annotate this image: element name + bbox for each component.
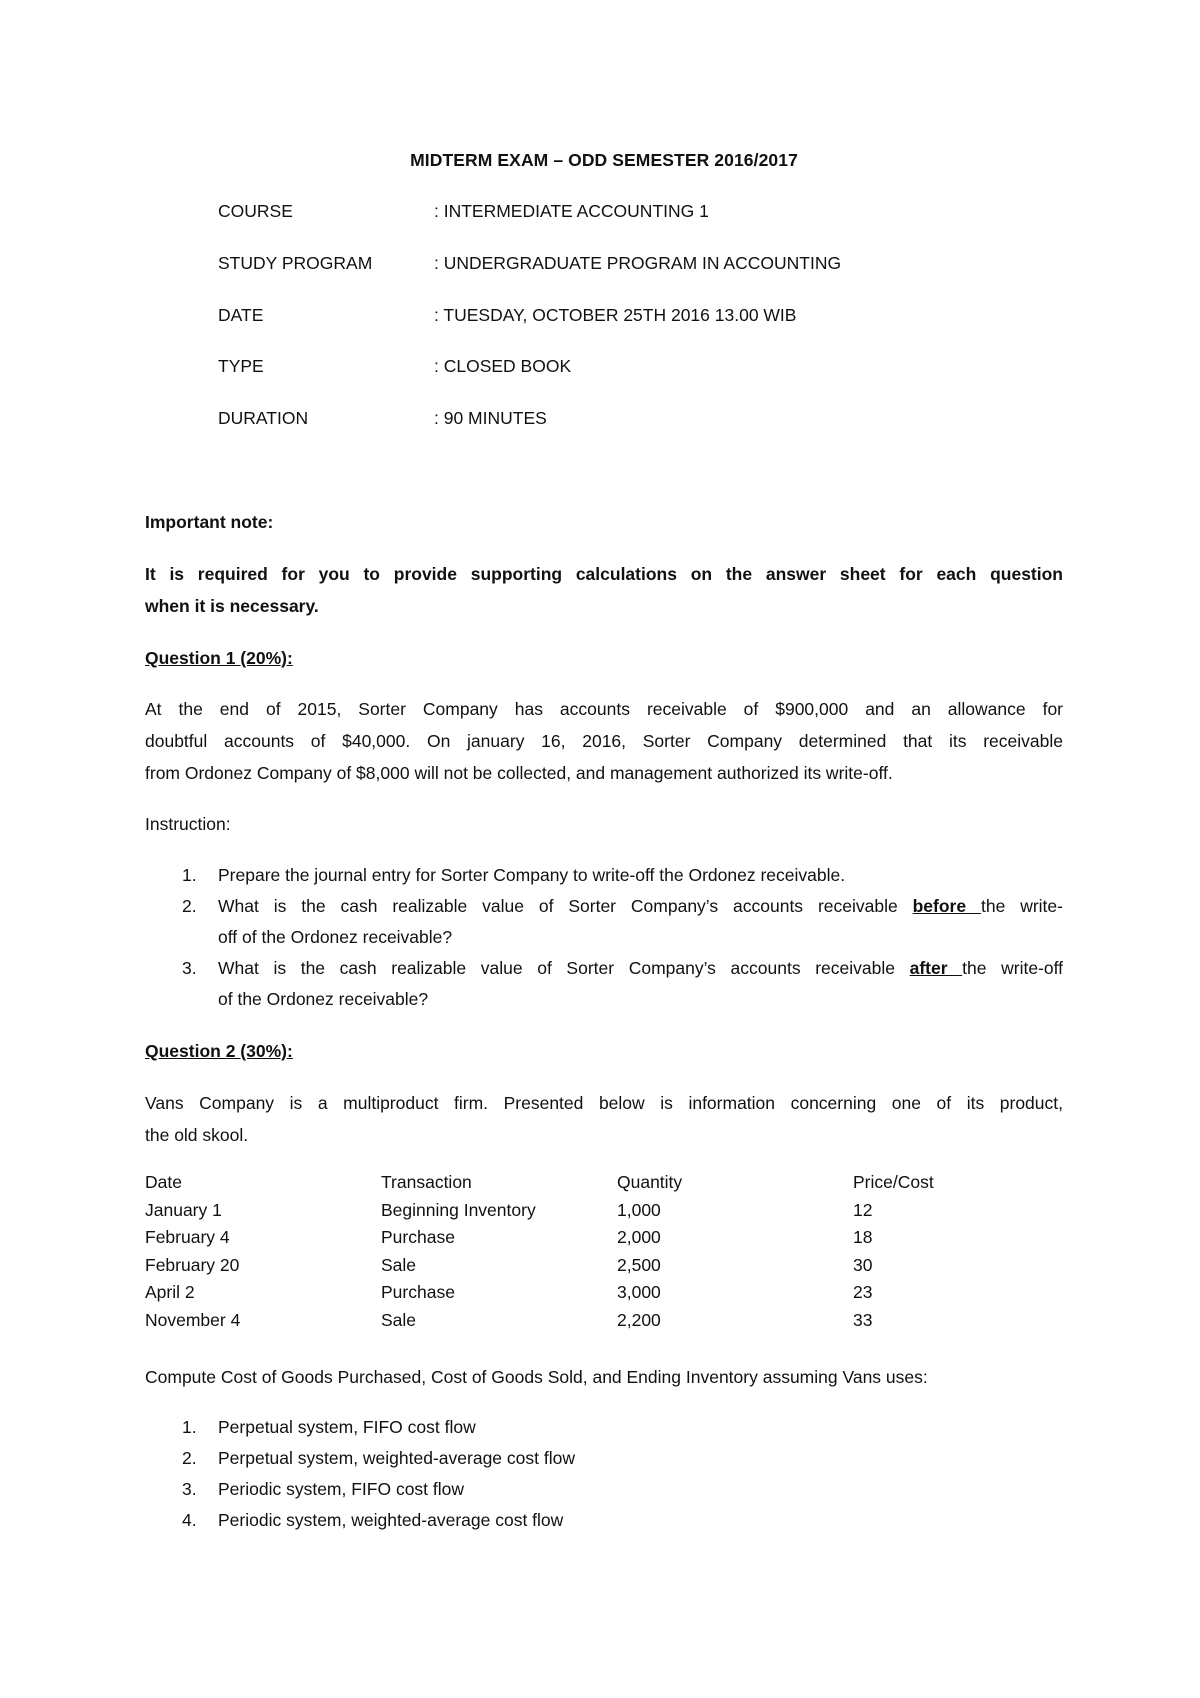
list-item-text: Perpetual system, weighted-average cost flow (218, 1448, 575, 1468)
table-header: Quantity (617, 1172, 683, 1192)
table-row (145, 1200, 1053, 1228)
list-item (145, 1443, 1063, 1474)
meta-value: : 90 MINUTES (434, 408, 547, 428)
table-cell: 2,500 (617, 1254, 661, 1275)
meta-label: STUDY PROGRAM (218, 253, 373, 273)
question-2-compute-instruction: Compute Cost of Goods Purchased, Cost of Goods Sold, and Ending Inventory assuming Vans uses: (145, 1367, 928, 1387)
inventory-table (145, 1172, 1053, 1337)
meta-value: : UNDERGRADUATE PROGRAM IN ACCOUNTING (434, 253, 842, 273)
list-item (145, 860, 1063, 891)
table-header-row (145, 1172, 1053, 1200)
table-cell: 33 (853, 1309, 873, 1330)
table-cell: 2,000 (617, 1227, 661, 1247)
table-row (145, 1282, 1053, 1310)
list-item (145, 953, 1063, 1015)
list-item-text: Prepare the journal entry for Sorter Company to write-off the Ordonez receivable. (218, 865, 846, 885)
list-number: 4. (182, 1510, 197, 1530)
question-1-instruction-list (145, 860, 1063, 1015)
question-2-paragraph-line-1: Vans Company is a multiproduct firm. Presented below is information concerning one of its product, (145, 1093, 1063, 1113)
list-item-text: the write- (980, 896, 1063, 916)
meta-label: COURSE (218, 201, 293, 221)
question-2-heading-text: Question 2 (30%): (145, 1041, 293, 1061)
emphasis-before: before (912, 896, 981, 916)
table-cell: November 4 (145, 1309, 241, 1330)
table-cell: 30 (853, 1254, 873, 1275)
list-item-text: Periodic system, weighted-average cost flow (218, 1510, 564, 1530)
table-cell: 3,000 (617, 1282, 661, 1302)
list-item-text: the write-off (962, 958, 1064, 978)
table-cell: February 20 (145, 1254, 240, 1275)
important-note-heading: Important note: (145, 512, 274, 532)
list-item (145, 1505, 1063, 1536)
question-2-paragraph-line-2: the old skool. (145, 1125, 249, 1145)
list-item (145, 1474, 1063, 1505)
list-number: 2. (182, 1448, 197, 1468)
table-cell: Purchase (381, 1282, 455, 1302)
table-cell: April 2 (145, 1282, 195, 1302)
meta-label: DATE (218, 305, 264, 325)
question-1-instruction-label: Instruction: (145, 814, 231, 834)
list-item-line-1 (218, 891, 1063, 922)
list-item-line-1 (218, 953, 1063, 984)
list-item-line-2: of the Ordonez receivable? (218, 989, 429, 1009)
table-row (145, 1227, 1053, 1255)
table-row (145, 1310, 1053, 1338)
table-cell: January 1 (145, 1199, 222, 1220)
question-1-paragraph-line-1: At the end of 2015, Sorter Company has accounts receivable of $900,000 and an allowance for (145, 699, 1063, 719)
list-number: 3. (182, 1479, 197, 1499)
emphasis-after: after (909, 958, 963, 978)
table-cell: 12 (853, 1199, 873, 1220)
table-cell: 2,200 (617, 1309, 661, 1330)
list-number: 1. (182, 865, 197, 885)
table-cell: 1,000 (617, 1199, 661, 1220)
table-cell: Beginning Inventory (381, 1199, 536, 1220)
table-row (145, 1255, 1053, 1283)
list-number: 2. (182, 896, 197, 916)
list-item-text: Perpetual system, FIFO cost flow (218, 1417, 476, 1437)
question-1-heading-text: Question 1 (20%): (145, 648, 293, 668)
meta-value: : TUESDAY, OCTOBER 25TH 2016 13.00 WIB (434, 305, 797, 325)
list-item (145, 1412, 1063, 1443)
list-item-text: What is the cash realizable value of Sorter Company’s accounts receivable (218, 958, 910, 978)
table-header: Price/Cost (853, 1172, 934, 1192)
meta-value: : INTERMEDIATE ACCOUNTING 1 (434, 201, 709, 221)
table-cell: February 4 (145, 1227, 230, 1247)
list-item-text: Periodic system, FIFO cost flow (218, 1479, 465, 1499)
table-cell: Purchase (381, 1227, 455, 1247)
list-item-line-2: off of the Ordonez receivable? (218, 927, 453, 947)
table-cell: 18 (853, 1227, 873, 1247)
exam-title: MIDTERM EXAM – ODD SEMESTER 2016/2017 (410, 150, 798, 170)
important-note-line-1: It is required for you to provide supporting calculations on the answer sheet for each question (145, 564, 1063, 584)
important-note-line-2: when it is necessary. (145, 596, 319, 616)
table-cell: Sale (381, 1254, 417, 1275)
table-cell: Sale (381, 1309, 417, 1330)
list-item (145, 891, 1063, 953)
meta-label: TYPE (218, 356, 264, 376)
question-2-heading (145, 1035, 1063, 1067)
question-1-paragraph-line-2: doubtful accounts of $40,000. On january 16, 2016, Sorter Company determined that its receivable (145, 731, 1063, 751)
question-1-paragraph-line-3: from Ordonez Company of $8,000 will not be collected, and management authorized its write-off. (145, 763, 893, 783)
meta-value: : CLOSED BOOK (434, 356, 572, 376)
table-cell: 23 (853, 1282, 873, 1302)
list-item-text: What is the cash realizable value of Sorter Company’s accounts receivable (218, 896, 913, 916)
list-number: 1. (182, 1417, 197, 1437)
table-header: Date (145, 1172, 182, 1192)
table-header: Transaction (381, 1172, 472, 1192)
question-1-heading (145, 642, 1063, 674)
list-number: 3. (182, 958, 197, 978)
meta-label: DURATION (218, 408, 309, 428)
question-2-method-list (145, 1412, 1063, 1536)
